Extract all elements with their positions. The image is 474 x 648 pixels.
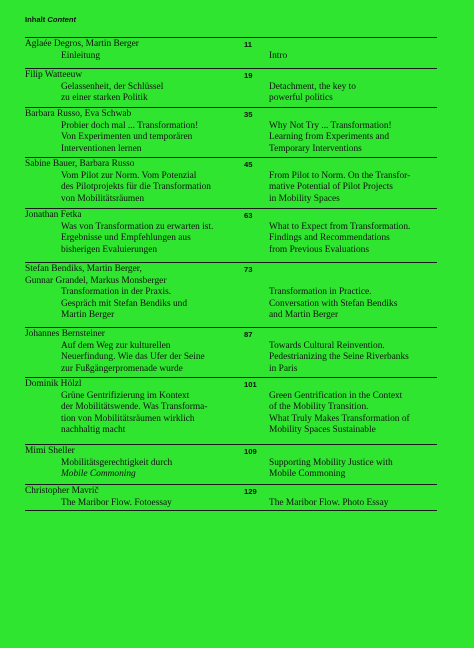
entry-authors	[25, 264, 240, 287]
toc-line: Interventionen lernen	[61, 143, 142, 154]
toc-line: from Previous Evaluations	[269, 244, 369, 255]
toc-line: Conversation with Stefan Bendiks	[269, 298, 398, 309]
toc-line: Learning from Experiments and	[269, 132, 390, 143]
entry-title-english	[269, 171, 439, 206]
divider-rule	[25, 157, 437, 158]
entry-page-number: 19	[244, 71, 253, 80]
entry-title-german	[61, 458, 261, 481]
toc-line: des Pilotprojekts für die Transformation	[61, 182, 211, 193]
toc-line: Gunnar Grandel, Markus Monsberger	[25, 275, 167, 286]
toc-line: Towards Cultural Reinvention.	[269, 340, 385, 351]
toc-line: Mobility Spaces Sustainable	[269, 425, 376, 436]
toc-line: in Paris	[269, 363, 298, 374]
toc-line: The Maribor Flow. Photo Essay	[269, 497, 389, 508]
entry-title-english	[269, 287, 439, 322]
entry-title-german	[61, 171, 261, 206]
toc-line: bisherigen Evaluierungen	[61, 244, 158, 255]
divider-rule	[25, 327, 437, 328]
entry-page-number: 73	[244, 265, 253, 274]
toc-line: Sabine Bauer, Barbara Russo	[25, 159, 135, 169]
toc-line: Von Experimenten und temporären	[61, 132, 193, 143]
toc-line: Intro	[269, 50, 288, 61]
divider-rule	[25, 262, 437, 263]
entry-authors	[25, 379, 240, 391]
entry-title-german	[61, 287, 261, 322]
toc-line: Einleitung	[61, 50, 101, 61]
entry-title-english	[269, 51, 439, 63]
entry-title-german	[61, 82, 261, 105]
entry-title-english	[269, 121, 439, 156]
entry-page-number: 11	[244, 40, 253, 49]
toc-line: nachhaltig macht	[61, 425, 126, 436]
divider-rule	[25, 510, 437, 511]
toc-line: Dominik Hölzl	[25, 379, 82, 389]
toc-line: From Pilot to Norm. On the Transfor-	[269, 170, 411, 181]
toc-line: Detachment, the key to	[269, 81, 356, 92]
entry-title-german	[61, 51, 261, 63]
divider-rule	[25, 377, 437, 378]
toc-line: Johannes Bernsteiner	[25, 329, 105, 339]
divider-rule	[25, 68, 437, 69]
toc-line: and Martin Berger	[269, 310, 339, 321]
toc-line: von Mobilitätsräumen	[61, 193, 145, 204]
toc-line: Barbara Russo, Eva Schwab	[25, 109, 132, 119]
toc-header	[25, 15, 76, 25]
entry-title-english	[269, 458, 439, 481]
entry-authors	[25, 39, 240, 51]
toc-line: zu einer starken Politik	[61, 93, 148, 104]
toc-line: Martin Berger	[61, 310, 115, 321]
entry-page-number: 101	[244, 380, 257, 389]
divider-rule	[25, 107, 437, 108]
toc-line: Transformation in der Praxis.	[61, 287, 172, 298]
toc-line: Filip Watteeuw	[25, 70, 83, 80]
entry-page-number: 45	[244, 160, 253, 169]
entry-authors	[25, 329, 240, 341]
toc-line: Pedestrianizing the Seine Riverbanks	[269, 352, 409, 363]
entry-title-english	[269, 222, 439, 257]
toc-line: Christopher Mavrič	[25, 486, 99, 496]
toc-line: Transformation in Practice.	[269, 287, 372, 298]
entry-title-german	[61, 498, 261, 510]
toc-line: Findings and Recommendations	[269, 233, 390, 244]
entry-title-english	[269, 82, 439, 105]
entry-page-number: 63	[244, 211, 253, 220]
entry-authors	[25, 159, 240, 171]
header-label: Inhalt	[25, 15, 46, 24]
entry-title-german	[61, 222, 261, 257]
entry-page-number: 129	[244, 487, 257, 496]
toc-line: of the Mobility Transition.	[269, 402, 369, 413]
divider-rule	[25, 37, 437, 38]
toc-line: Auf dem Weg zur kulturellen	[61, 340, 171, 351]
entry-page-number: 35	[244, 110, 253, 119]
toc-line: tion von Mobilitätsräumen wirklich	[61, 413, 195, 424]
toc-line: Green Gentrification in the Context	[269, 390, 403, 401]
entry-authors	[25, 210, 240, 222]
toc-line: Mobile Commoning	[269, 469, 346, 480]
entry-authors	[25, 70, 240, 82]
toc-line: Neuerfindung. Wie das Ufer der Seine	[61, 352, 205, 363]
divider-rule	[25, 444, 437, 445]
entry-page-number: 109	[244, 447, 257, 456]
divider-rule	[25, 484, 437, 485]
entry-title-german	[61, 341, 261, 376]
divider-rule	[25, 208, 437, 209]
toc-line: Supporting Mobility Justice with	[269, 457, 393, 468]
toc-line: in Mobility Spaces	[269, 193, 340, 204]
toc-line: der Mobilitätswende. Was Transforma-	[61, 402, 208, 413]
toc-line: Probier doch mal ... Transformation!	[61, 120, 199, 131]
toc-line: Vom Pilot zur Norm. Vom Potenzial	[61, 170, 197, 181]
toc-line: Stefan Bendiks, Martin Berger,	[25, 264, 142, 274]
entry-authors	[25, 446, 240, 458]
toc-line: Mobilitätsgerechtigkeit durch	[61, 457, 173, 468]
entry-page-number: 87	[244, 330, 253, 339]
toc-line: Mimi Sheller	[25, 446, 75, 456]
toc-line: Ergebnisse und Empfehlungen aus	[61, 233, 191, 244]
toc-line: Why Not Try ... Transformation!	[269, 120, 392, 131]
entry-authors	[25, 109, 240, 121]
toc-line: powerful politics	[269, 93, 333, 104]
toc-line: Was von Transformation zu erwarten ist.	[61, 221, 214, 232]
toc-line: What to Expect from Transformation.	[269, 221, 411, 232]
toc-line: Temporary Interventions	[269, 143, 362, 154]
toc-line: Jonathan Fetka	[25, 210, 82, 220]
entry-title-english	[269, 498, 439, 510]
entry-title-german	[61, 391, 261, 437]
entry-title-english	[269, 341, 439, 376]
toc-line: Grüne Gentrifizierung im Kontext	[61, 390, 190, 401]
header-sublabel: Content	[47, 15, 77, 24]
toc-line: mative Potential of Pilot Projects	[269, 182, 393, 193]
entry-title-german	[61, 121, 261, 156]
toc-line: Aglaée Degros, Martin Berger	[25, 39, 139, 49]
toc-line: zur Fußgängerpromenade wurde	[61, 363, 183, 374]
toc-line: Gespräch mit Stefan Bendiks und	[61, 298, 188, 309]
entry-title-english	[269, 391, 439, 437]
toc-line: Gelassenheit, der Schlüssel	[61, 81, 164, 92]
toc-line: The Maribor Flow. Fotoessay	[61, 497, 172, 508]
entry-authors	[25, 486, 240, 498]
toc-line: What Truly Makes Transformation of	[269, 413, 410, 424]
toc-line: Mobile Commoning	[61, 469, 136, 480]
